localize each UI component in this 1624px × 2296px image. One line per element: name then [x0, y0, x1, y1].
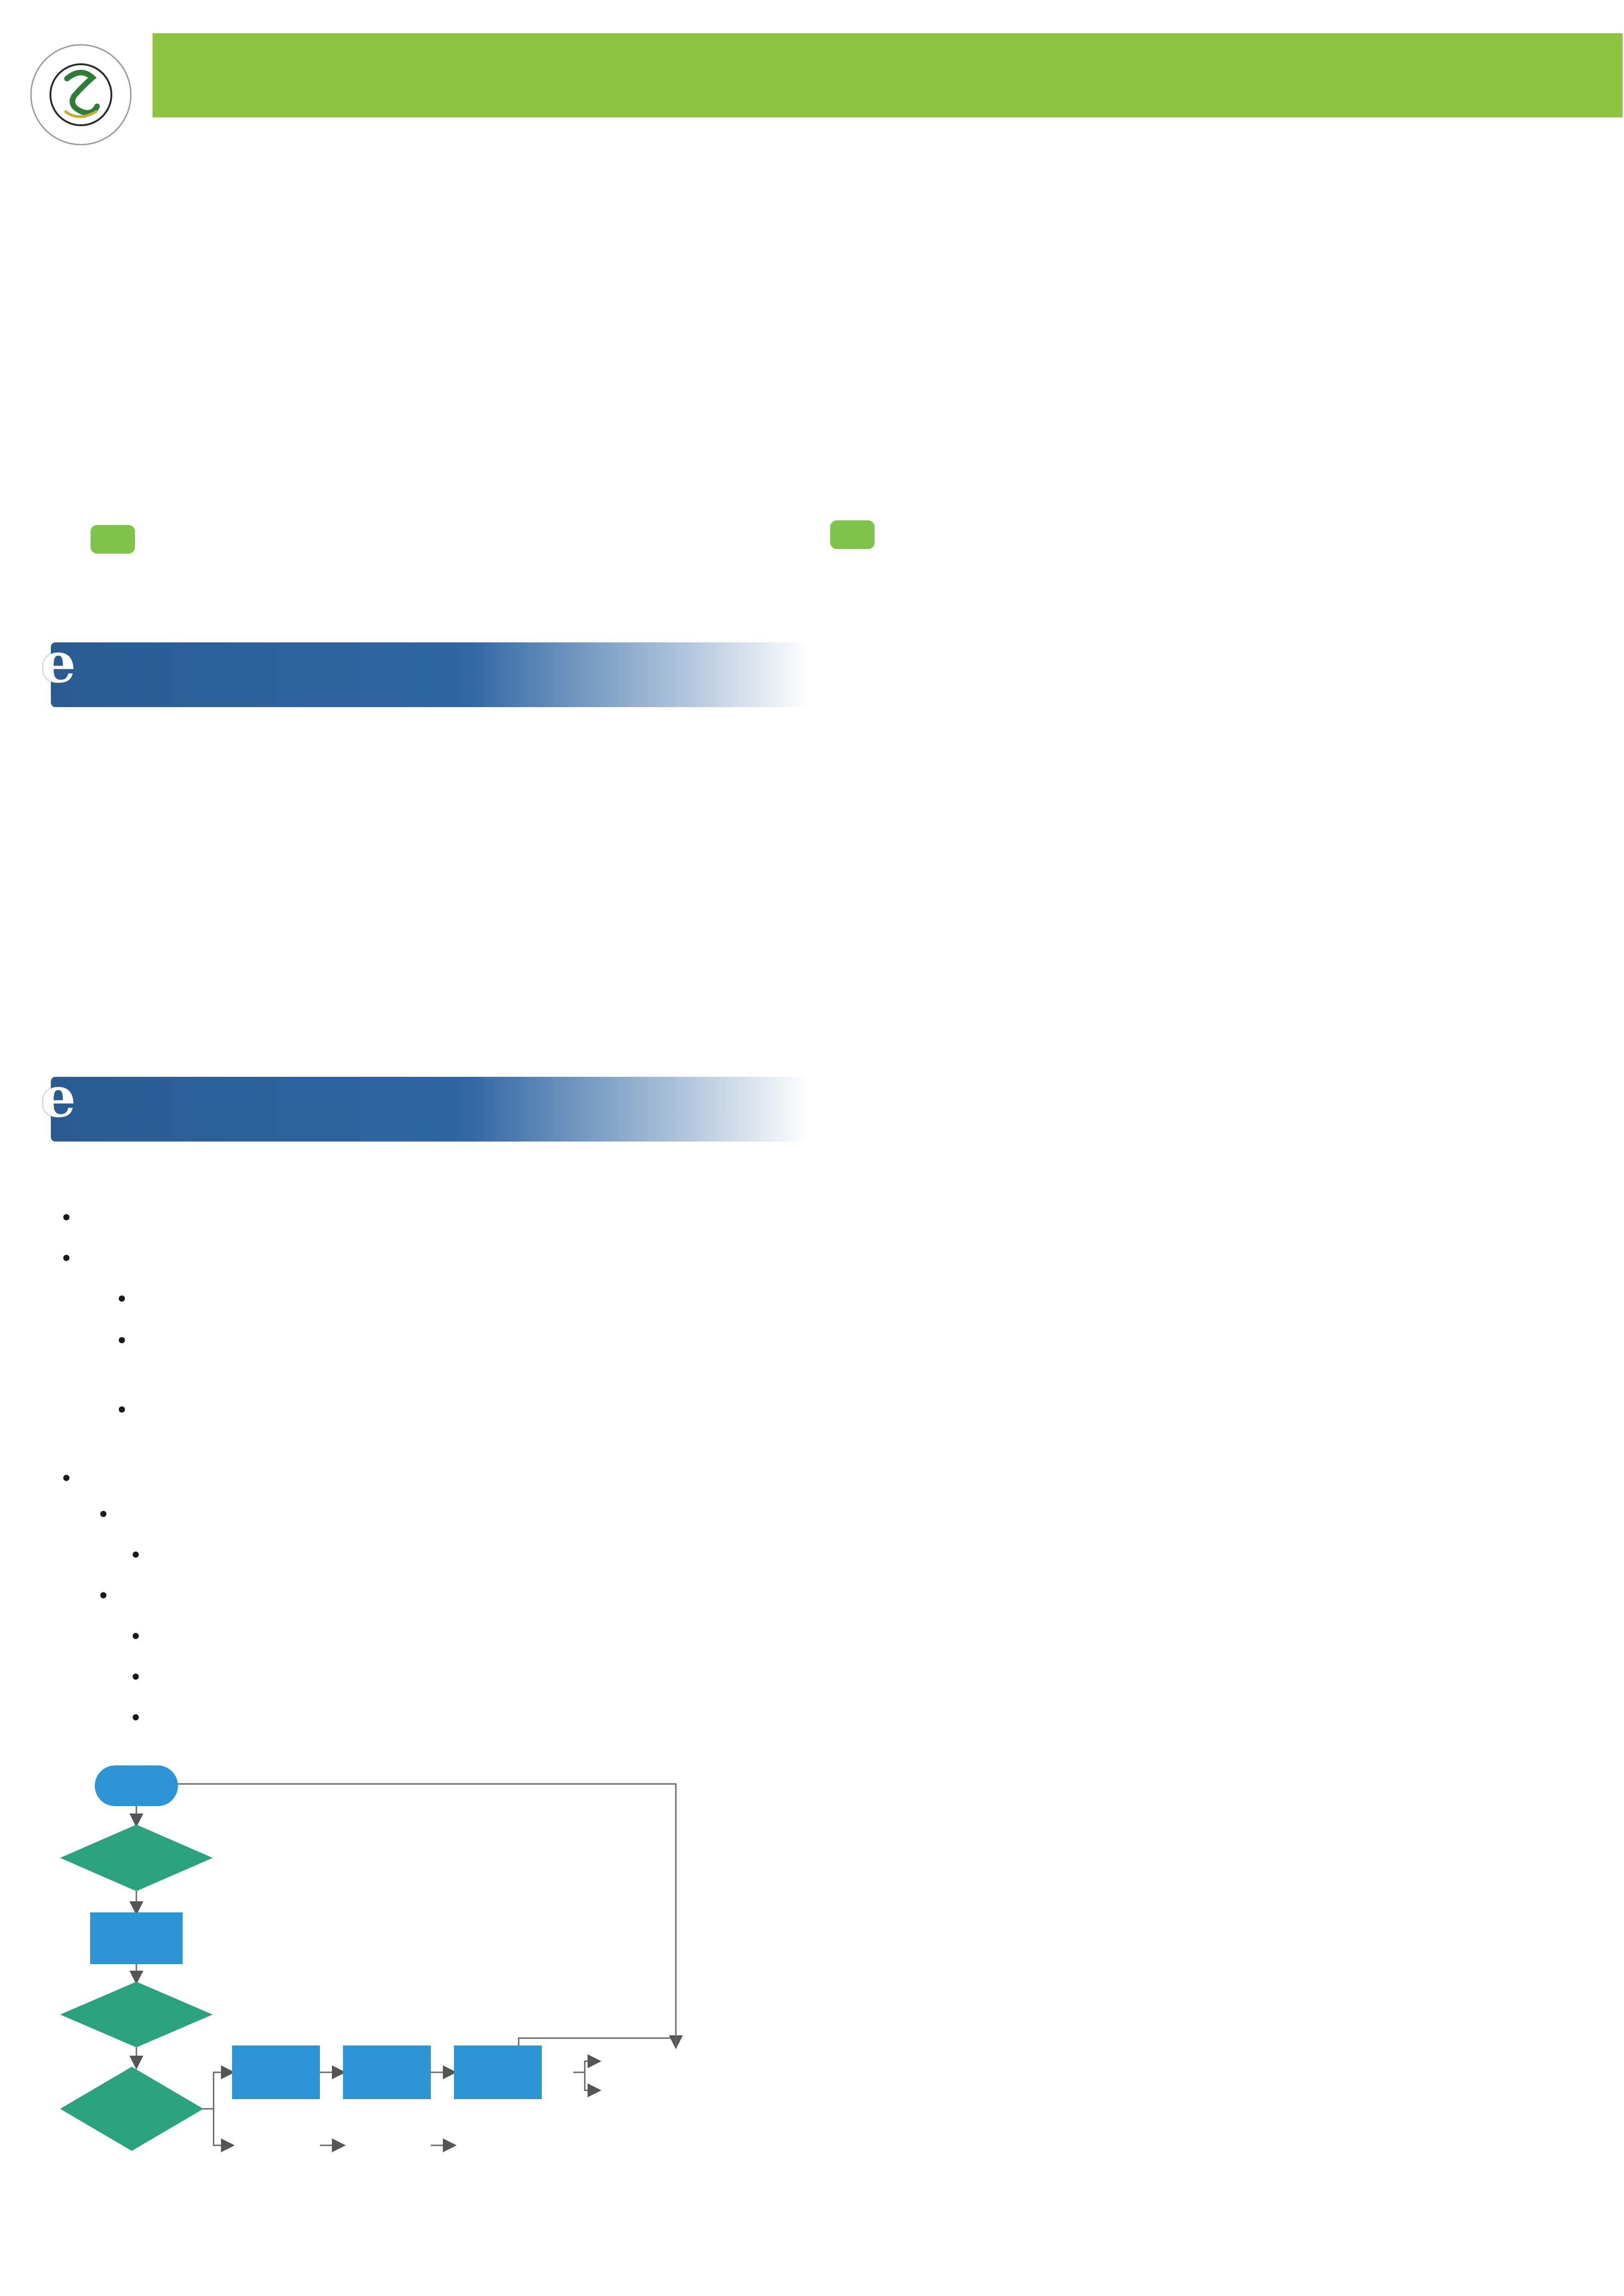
bullet-item: [60, 1705, 809, 1746]
ckpt-count-label: [60, 2084, 203, 2135]
bullet-dot: •: [116, 1328, 129, 1353]
bullet-dot: •: [60, 1205, 73, 1230]
bullet-dot: •: [129, 1624, 142, 1649]
method-body: [60, 1165, 809, 1746]
checkpoint-flowchart: [51, 1765, 814, 2228]
bullet-dot: •: [97, 1583, 110, 1608]
bullet-dot: •: [60, 1246, 73, 1271]
insert-flush-list-node: [90, 1912, 183, 1964]
bullet-item: [60, 1583, 809, 1624]
transaction-node: [95, 1765, 178, 1806]
university-logo: [28, 42, 134, 148]
remove-flush-list-node: [343, 2046, 431, 2099]
method-section-header: [41, 1065, 809, 1142]
bullet-dot: •: [60, 1466, 73, 1491]
header-bar: [153, 33, 1623, 117]
bullet-item: [60, 1327, 809, 1397]
section-e-icon: e: [41, 630, 76, 696]
key-idea: [60, 1165, 809, 1205]
bullet-item: [60, 1246, 809, 1287]
bullet-item: [60, 1502, 809, 1543]
checkpoint-target-label: [60, 1997, 213, 2033]
bullet-item: [60, 1624, 809, 1665]
bullet-item: [60, 1466, 809, 1502]
bullet-dot: •: [129, 1665, 142, 1690]
bullet-dot: •: [129, 1705, 142, 1730]
lab-chip: [830, 520, 875, 549]
section-e-icon: e: [41, 1065, 76, 1130]
bullet-item: [60, 1665, 809, 1705]
page-update-label: [60, 1849, 213, 1867]
ckpt-increment-node: [232, 2046, 320, 2099]
overview-section-header: [41, 630, 809, 707]
overview-body: [60, 730, 800, 739]
bullet-dot: •: [97, 1502, 110, 1527]
bullet-item: [60, 1543, 809, 1583]
skip-checkpoint-node: [454, 2046, 542, 2099]
bullet-item: [60, 1287, 809, 1327]
bullet-dot: •: [129, 1543, 142, 1568]
bullet-item: [60, 1205, 809, 1246]
bullet-dot: •: [116, 1287, 129, 1312]
bullet-dot: •: [116, 1398, 129, 1423]
bullet-item: [60, 1397, 809, 1466]
advisor-chip: [91, 525, 135, 554]
